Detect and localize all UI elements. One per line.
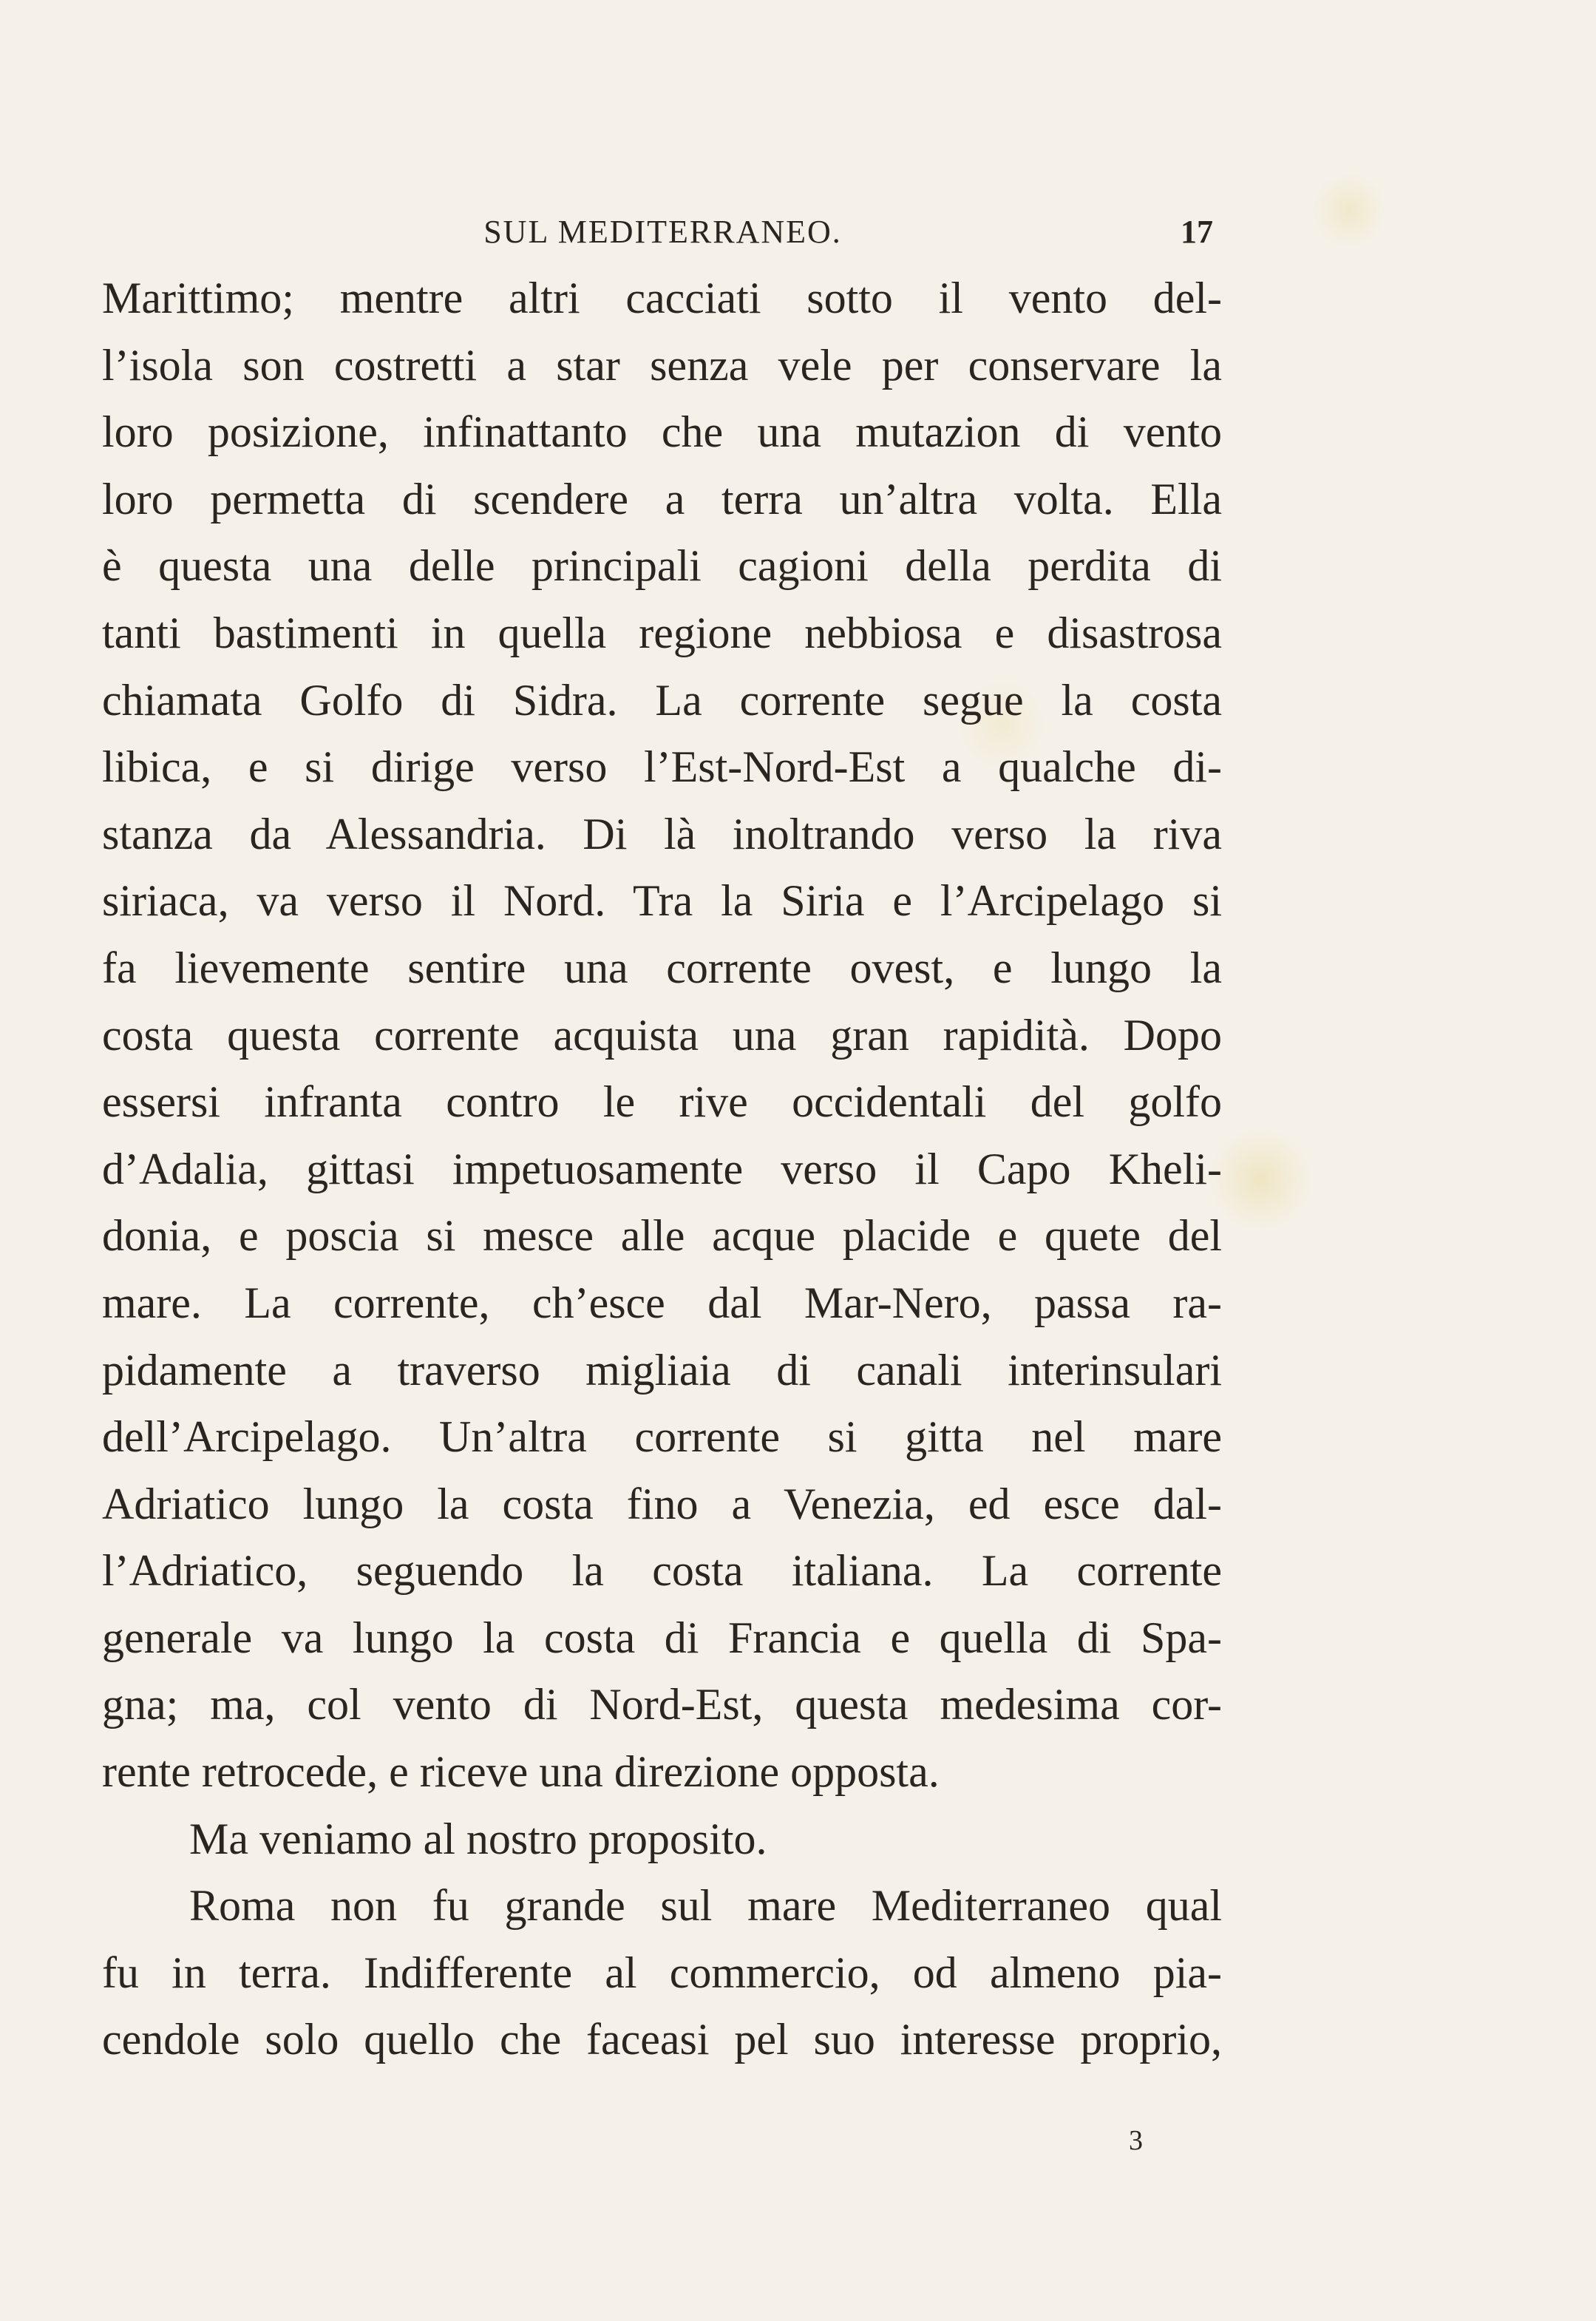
text-line: generale va lungo la costa di Francia e quella di Spa- (102, 1613, 1222, 1662)
running-title: SUL MEDITERRANEO. (483, 214, 842, 250)
text-line: mare. La corrente, ch’esce dal Mar-Nero, passa ra- (102, 1278, 1222, 1327)
text-line: d’Adalia, gittasi impetuosamente verso il Capo Kheli- (102, 1144, 1222, 1193)
text-line: l’Adriatico, seguendo la costa italiana. La corrente (102, 1546, 1222, 1596)
text-line: essersi infranta contro le rive occidentali del golfo (102, 1077, 1222, 1127)
text-line: fu in terra. Indifferente al commercio, od almeno pia- (102, 1948, 1222, 1997)
text-line: Adriatico lungo la costa fino a Venezia, ed esce dal- (102, 1479, 1222, 1528)
text-line: l’isola son costretti a star senza vele per conservare la (102, 340, 1222, 390)
text-line: chiamata Golfo di Sidra. La corrente segue la costa (102, 675, 1222, 725)
paragraph-start-line: Roma non fu grande sul mare Mediterraneo qual (189, 1881, 1222, 1931)
text-line: costa questa corrente acquista una gran rapidità. Dopo (102, 1010, 1222, 1060)
text-line: gna; ma, col vento di Nord-Est, questa medesima cor- (102, 1680, 1222, 1729)
text-line: libica, e si dirige verso l’Est-Nord-Est a qualche di- (102, 742, 1222, 792)
text-line: dell’Arcipelago. Un’altra corrente si gitta nel mare (102, 1412, 1222, 1462)
text-line: Marittimo; mentre altri cacciati sotto il vento del- (102, 274, 1222, 322)
text-line: donia, e poscia si mesce alle acque placide e quete del (102, 1211, 1222, 1261)
text-line: stanza da Alessandria. Di là inoltrando verso la riva (102, 809, 1222, 858)
body-text (102, 265, 1222, 2073)
paragraph-end-line: rente retrocede, e riceve una direzione opposta. (102, 1747, 940, 1797)
text-line: loro posizione, infinattanto che una mutazion di vento (102, 407, 1222, 457)
signature-mark: 3 (1129, 2125, 1143, 2156)
paragraph-line: Ma veniamo al nostro proposito. (189, 1814, 767, 1863)
text-line: cendole solo quello che faceasi pel suo interesse proprio, (102, 2015, 1222, 2064)
text-line: siriaca, va verso il Nord. Tra la Siria e l’Arcipelago si (102, 876, 1222, 926)
text-line: loro permetta di scendere a terra un’altra volta. Ella (102, 474, 1222, 524)
text-line: è questa una delle principali cagioni della perdita di (102, 541, 1222, 591)
text-line: pidamente a traverso migliaia di canali interinsulari (102, 1345, 1222, 1395)
running-head (103, 209, 1222, 253)
text-line: tanti bastimenti in quella regione nebbiosa e disastrosa (102, 608, 1222, 657)
page-number: 17 (1181, 214, 1213, 250)
text-line: fa lievemente sentire una corrente ovest, e lungo la (102, 943, 1222, 992)
